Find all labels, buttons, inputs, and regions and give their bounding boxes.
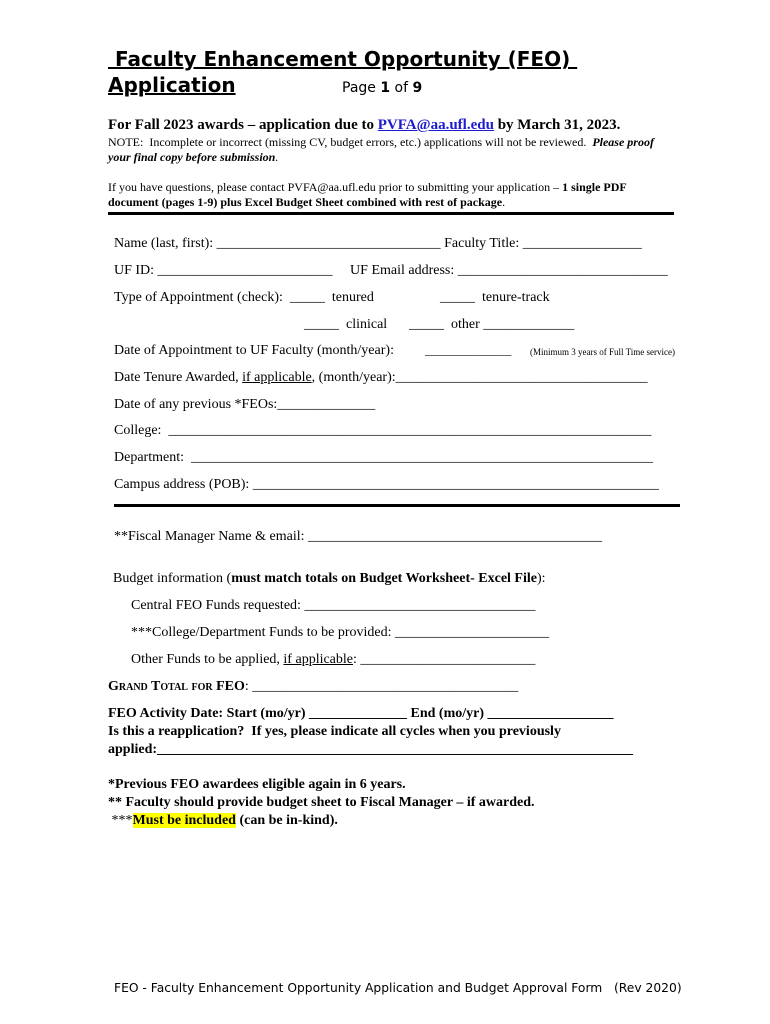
form-title-line1: Faculty Enhancement Opportunity (FEO) bbox=[108, 47, 578, 71]
budget-sheet-note: ** Faculty should provide budget sheet to Fiscal Manager – if awarded. bbox=[108, 795, 535, 810]
previous-awardees-note: *Previous FEO awardees eligible again in 6 years. bbox=[108, 777, 406, 792]
tenure-if-applicable: if applicable bbox=[242, 370, 312, 385]
other-funds-if-applicable: if applicable bbox=[283, 652, 353, 667]
ufid-email-field[interactable]: UF ID: _________________________ UF Email address: ______________________________ bbox=[114, 263, 668, 278]
due-date-line bbox=[108, 117, 620, 134]
central-funds-field[interactable]: Central FEO Funds requested: _________________________________ bbox=[131, 598, 536, 613]
page-total: 9 bbox=[412, 80, 423, 96]
fiscal-manager-field[interactable]: **Fiscal Manager Name & email: __________________________________________ bbox=[114, 529, 602, 544]
campus-address-field[interactable]: Campus address (POB): __________________________________________________________ bbox=[114, 477, 659, 492]
due-prefix: For Fall 2023 awards – application due to bbox=[108, 117, 378, 133]
tenure-prefix: Date Tenure Awarded, bbox=[114, 370, 243, 385]
grand-total-label: Grand Total for FEO bbox=[108, 679, 245, 694]
grand-total-field[interactable] bbox=[108, 679, 518, 695]
questions-line2 bbox=[108, 195, 505, 210]
note-end: . bbox=[275, 150, 279, 164]
must-be-included-highlight: Must be included bbox=[132, 813, 236, 828]
appointment-clinical-option[interactable]: _____ clinical bbox=[304, 317, 388, 332]
note-italic-1: Please proof bbox=[592, 135, 654, 149]
previous-applications-field[interactable]: applied:____________________________________________________________________ bbox=[108, 742, 634, 757]
due-suffix: by March 31, 2023. bbox=[493, 117, 621, 133]
must-suffix: (can be in-kind). bbox=[235, 813, 338, 828]
appointment-date-input[interactable]: _______________ bbox=[425, 345, 512, 357]
budget-intro-suffix: ): bbox=[536, 571, 546, 586]
appointment-other-option[interactable]: _____ other _____________ bbox=[409, 317, 575, 332]
page-indicator bbox=[342, 80, 422, 96]
appointment-date-label: Date of Appointment to UF Faculty (month/year): bbox=[114, 343, 394, 358]
other-funds-field[interactable] bbox=[131, 652, 535, 668]
questions-bold-2: document (pages 1-9) plus Excel Budget Sheet combined with rest of package bbox=[108, 195, 503, 209]
page-prefix: Page bbox=[342, 80, 381, 96]
section-divider-top bbox=[108, 212, 674, 215]
name-field[interactable]: Name (last, first): ________________________________ Faculty Title: _________________ bbox=[114, 236, 642, 251]
note-text: NOTE: Incomplete or incorrect (missing CV, budget errors, etc.) applications will not be reviewed. bbox=[108, 135, 593, 149]
reapplication-question: Is this a reapplication? If yes, please indicate all cycles when you previously bbox=[108, 724, 561, 739]
tenure-date-field[interactable] bbox=[114, 370, 648, 386]
section-divider-middle bbox=[114, 504, 680, 507]
budget-info-heading bbox=[113, 571, 546, 587]
other-funds-suffix: : _________________________ bbox=[353, 652, 536, 667]
appointment-tenured-option[interactable]: Type of Appointment (check): _____ tenured bbox=[114, 290, 374, 305]
appointment-date-note: (Minimum 3 years of Full Time service) bbox=[530, 347, 675, 357]
note-line2 bbox=[108, 150, 278, 165]
note-italic-2: your final copy before submission bbox=[108, 150, 276, 164]
budget-intro-bold: must match totals on Budget Worksheet- Excel File bbox=[231, 571, 537, 586]
activity-dates-field[interactable]: FEO Activity Date: Start (mo/yr) ______________ End (mo/yr) __________________ bbox=[108, 706, 614, 721]
tenure-suffix: , (month/year):____________________________________ bbox=[311, 370, 648, 385]
note-line1 bbox=[108, 135, 654, 150]
college-field[interactable]: College: _____________________________________________________________________ bbox=[114, 423, 652, 438]
appointment-tenure-track-option[interactable]: _____ tenure-track bbox=[440, 290, 550, 305]
department-field[interactable]: Department: __________________________________________________________________ bbox=[114, 450, 653, 465]
form-title-line2: Application bbox=[108, 73, 236, 97]
previous-feo-field[interactable]: Date of any previous *FEOs:______________ bbox=[114, 397, 376, 412]
questions-text: If you have questions, please contact PVFA@aa.ufl.edu prior to submitting your application – bbox=[108, 180, 563, 194]
questions-end: . bbox=[502, 195, 506, 209]
grand-total-line: : ______________________________________ bbox=[244, 679, 519, 694]
college-dept-funds-field[interactable]: ***College/Department Funds to be provided: ______________________ bbox=[131, 625, 550, 640]
page-current: 1 bbox=[380, 80, 391, 96]
questions-line1 bbox=[108, 180, 627, 195]
must-prefix: *** bbox=[108, 813, 133, 828]
page-of: of bbox=[390, 80, 413, 96]
must-include-note bbox=[108, 813, 338, 829]
budget-intro-prefix: Budget information ( bbox=[113, 571, 232, 586]
questions-bold-1: 1 single PDF bbox=[562, 180, 627, 194]
pvfa-email-link[interactable]: PVFA@aa.ufl.edu bbox=[377, 117, 494, 133]
page-footer: FEO - Faculty Enhancement Opportunity Application and Budget Approval Form (Rev 2020) bbox=[114, 981, 682, 995]
other-funds-prefix: Other Funds to be applied, bbox=[131, 652, 284, 667]
